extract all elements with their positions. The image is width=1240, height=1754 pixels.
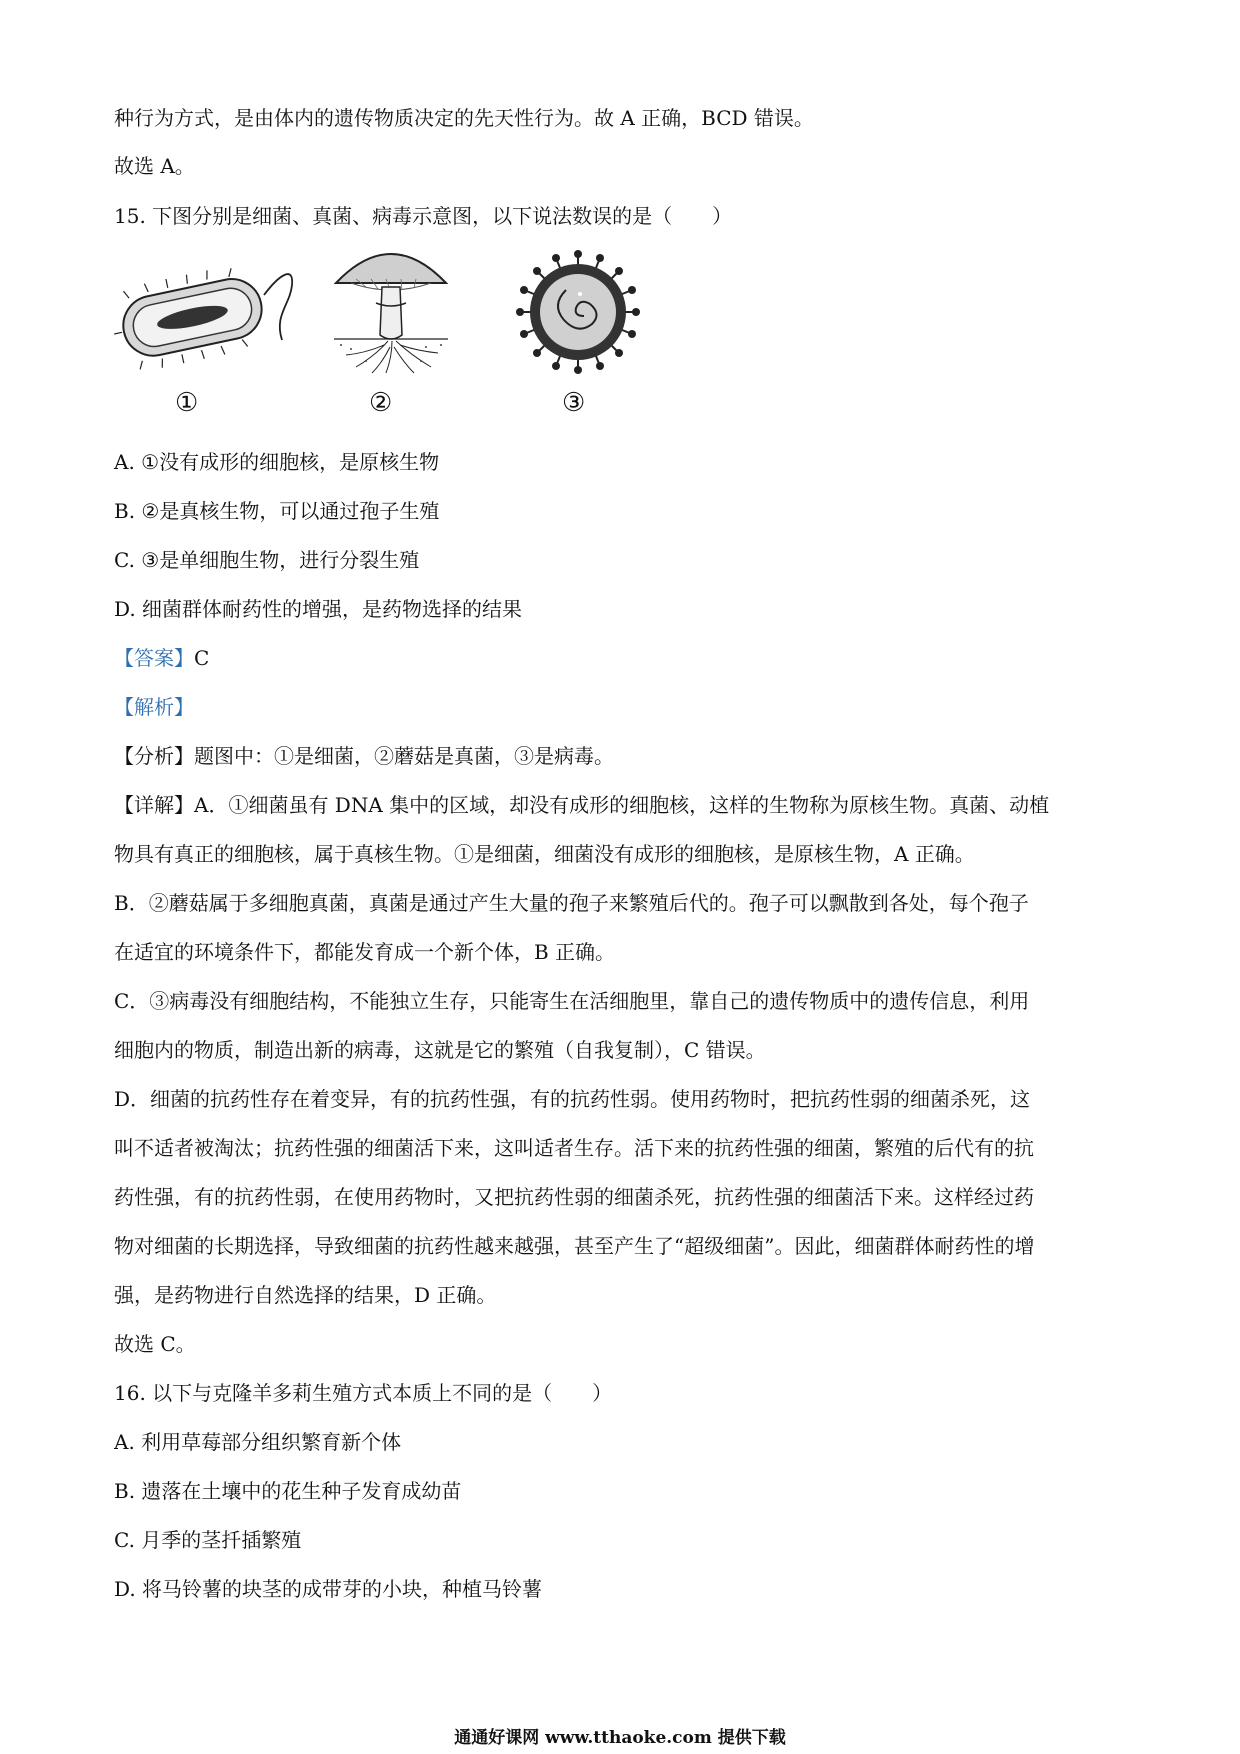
option-15-a: A. ①没有成形的细胞核，是原核生物 — [114, 450, 440, 474]
answer-tag: 【答案】 — [114, 646, 194, 670]
text-line: 故选 A。 — [114, 154, 195, 178]
bacterium-icon — [114, 255, 304, 370]
option-15-b: B. ②是真核生物，可以通过孢子生殖 — [114, 499, 440, 523]
page-footer: 通通好课网 www.tthaoke.com 提供下载 — [454, 1728, 786, 1748]
mushroom-icon — [326, 235, 456, 375]
option-15-c: C. ③是单细胞生物，进行分裂生殖 — [114, 548, 420, 572]
option-16-b: B. 遗落在土壤中的花生种子发育成幼苗 — [114, 1479, 462, 1503]
text-line: 强，是药物进行自然选择的结果，D 正确。 — [114, 1283, 497, 1307]
text-line: 种行为方式，是由体内的遗传物质决定的先天性行为。故 A 正确，BCD 错误。 — [114, 106, 814, 130]
text-line: 【分析】题图中：①是细菌，②蘑菇是真菌，③是病毒。 — [114, 744, 614, 768]
text-line: 物具有真正的细胞核，属于真核生物。①是细菌，细菌没有成形的细胞核，是原核生物，A 正确。 — [114, 842, 975, 866]
figure-label-virus: ③ — [562, 388, 586, 418]
text-line: D．细菌的抗药性存在着变异，有的抗药性强，有的抗药性弱。使用药物时，把抗药性弱的细菌杀死，这 — [114, 1087, 1031, 1111]
question-15: 15. 下图分别是细菌、真菌、病毒示意图，以下说法数误的是（ ） — [114, 204, 733, 228]
text-line: 故选 C。 — [114, 1332, 196, 1356]
figure-row — [114, 255, 674, 425]
option-16-d: D. 将马铃薯的块茎的成带芽的小块，种植马铃薯 — [114, 1577, 543, 1601]
figure-label-bacterium: ① — [175, 388, 199, 418]
text-line: 【详解】A．①细菌虽有 DNA 集中的区域，却没有成形的细胞核，这样的生物称为原核生物。真菌、动植 — [114, 793, 1050, 817]
option-16-a: A. 利用草莓部分组织繁育新个体 — [114, 1430, 402, 1454]
option-16-c: C. 月季的茎扦插繁殖 — [114, 1528, 302, 1552]
figure-label-mushroom: ② — [369, 388, 393, 418]
text-line: 叫不适者被淘汰；抗药性强的细菌活下来，这叫适者生存。活下来的抗药性强的细菌，繁殖的后代有的抗 — [114, 1136, 1034, 1160]
text-line: 物对细菌的长期选择，导致细菌的抗药性越来越强，甚至产生了“超级细菌”。因此，细菌群体耐药性的增 — [114, 1234, 1035, 1258]
analysis-tag: 【解析】 — [114, 695, 194, 719]
text-line: 药性强，有的抗药性弱，在使用药物时，又把抗药性弱的细菌杀死，抗药性强的细菌活下来。这样经过药 — [114, 1185, 1034, 1209]
text-line: B．②蘑菇属于多细胞真菌，真菌是通过产生大量的孢子来繁殖后代的。孢子可以飘散到各处，每个孢子 — [114, 891, 1029, 915]
option-15-d: D. 细菌群体耐药性的增强，是药物选择的结果 — [114, 597, 523, 621]
text-line: C．③病毒没有细胞结构，不能独立生存，只能寄生在活细胞里，靠自己的遗传物质中的遗传信息，利用 — [114, 989, 1030, 1013]
text-line: 在适宜的环境条件下，都能发育成一个新个体，B 正确。 — [114, 940, 616, 964]
virus-icon — [516, 250, 641, 375]
question-16: 16. 以下与克隆羊多莉生殖方式本质上不同的是（ ） — [114, 1381, 613, 1405]
answer-value: C — [194, 646, 210, 670]
text-line: 细胞内的物质，制造出新的病毒，这就是它的繁殖（自我复制），C 错误。 — [114, 1038, 766, 1062]
answer-line — [114, 644, 209, 672]
